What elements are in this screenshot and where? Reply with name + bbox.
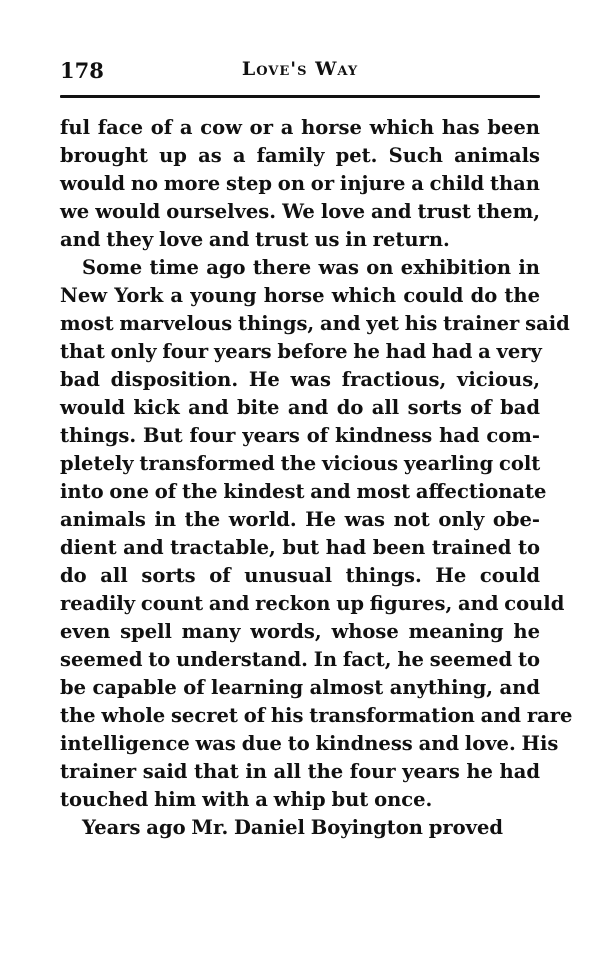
text-line: bad disposition. He was fractious, vicious, [60, 368, 540, 391]
text-line: would no more step on or injure a child than [60, 172, 540, 195]
text-line: things. But four years of kindness had com- [60, 424, 540, 447]
text-line: animals in the world. He was not only obe- [60, 508, 540, 531]
text-line: we would ourselves. We love and trust them, [60, 200, 540, 223]
text-line: brought up as a family pet. Such animals [60, 144, 540, 167]
text-line: most marvelous things, and yet his trainer said [60, 312, 570, 335]
text-line: readily count and reckon up figures, and could [60, 592, 565, 615]
header-rule [60, 95, 540, 98]
text-line: trainer said that in all the four years he had [60, 760, 540, 783]
text-line: be capable of learning almost anything, and [60, 676, 540, 699]
text-line: touched him with a whip but once. [60, 788, 433, 811]
text-line: Some time ago there was on exhibition in [82, 256, 540, 279]
text-line: New York a young horse which could do the [60, 284, 540, 307]
text-line: pletely transformed the vicious yearling colt [60, 452, 541, 475]
text-line: dient and tractable, but had been trained to [60, 536, 540, 559]
body-text [60, 114, 573, 842]
text-line: even spell many words, whose meaning he [60, 620, 540, 643]
text-line: Years ago Mr. Daniel Boyington proved [82, 816, 504, 839]
running-header [60, 58, 540, 88]
text-line: intelligence was due to kindness and love. His [60, 732, 559, 755]
text-line: the whole secret of his transformation and rare [60, 704, 573, 727]
text-line: would kick and bite and do all sorts of bad [60, 396, 540, 419]
text-line: ful face of a cow or a horse which has been [60, 116, 540, 139]
page-number: 178 [60, 58, 104, 83]
running-title: Love's Way [241, 58, 359, 80]
text-line: into one of the kindest and most affectionate [60, 480, 547, 503]
text-line: and they love and trust us in return. [60, 228, 450, 251]
text-line: that only four years before he had had a very [60, 340, 542, 363]
text-line: seemed to understand. In fact, he seemed to [60, 648, 540, 671]
text-line: do all sorts of unusual things. He could [60, 564, 540, 587]
